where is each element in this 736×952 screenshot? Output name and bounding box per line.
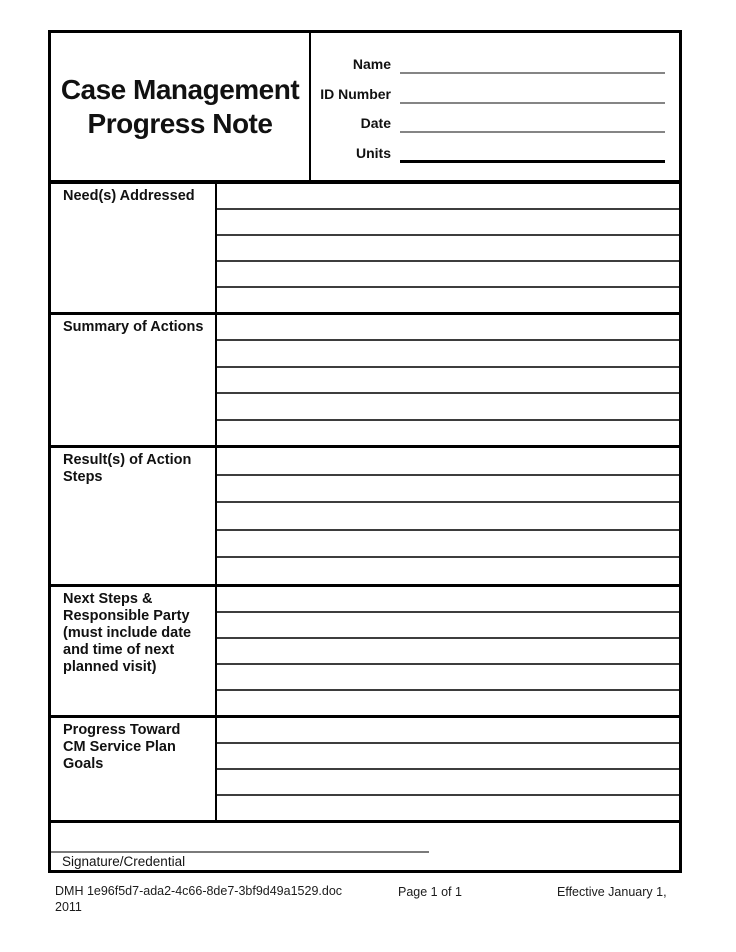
write-line[interactable]	[217, 288, 679, 312]
write-line[interactable]	[217, 368, 679, 394]
footer-page-info: Page 1 of 1	[398, 885, 462, 899]
write-line[interactable]	[217, 691, 679, 715]
form-section	[51, 448, 679, 587]
section-content	[217, 587, 679, 715]
section-label: Progress Toward CM Service Plan Goals	[51, 718, 217, 820]
write-line[interactable]	[217, 718, 679, 744]
section-content	[217, 315, 679, 445]
header-field-underline[interactable]	[400, 113, 665, 133]
footer-document-id	[55, 883, 342, 916]
section-content	[217, 448, 679, 584]
signature-row	[51, 823, 679, 870]
signature-credential-label: Signature/Credential	[62, 854, 186, 869]
write-line[interactable]	[217, 587, 679, 613]
write-line[interactable]	[217, 262, 679, 288]
footer-effective-date: Effective January 1,	[557, 885, 667, 899]
signature-line[interactable]	[51, 851, 429, 853]
section-label: Result(s) of Action Steps	[51, 448, 217, 584]
header-field-underline[interactable]	[400, 84, 665, 104]
form-section	[51, 587, 679, 718]
header-field-label: ID Number	[320, 85, 391, 102]
section-content	[217, 718, 679, 820]
write-line[interactable]	[217, 531, 679, 559]
form-section	[51, 184, 679, 315]
section-label: Summary of Actions	[51, 315, 217, 445]
header-field-row	[311, 52, 665, 74]
write-line[interactable]	[217, 448, 679, 476]
header-field-underline[interactable]	[400, 142, 665, 163]
write-line[interactable]	[217, 558, 679, 584]
form-section	[51, 315, 679, 448]
write-line[interactable]	[217, 503, 679, 531]
header-field-label: Units	[356, 144, 391, 161]
page-title-text: Case Management Progress Note	[60, 73, 300, 139]
write-line[interactable]	[217, 184, 679, 210]
write-line[interactable]	[217, 236, 679, 262]
write-line[interactable]	[217, 476, 679, 504]
write-line[interactable]	[217, 665, 679, 691]
section-label: Next Steps & Responsible Party (must include date and time of next planned visit)	[51, 587, 217, 715]
header-field-row	[311, 82, 665, 104]
header-fields	[311, 33, 679, 180]
header-field-row	[311, 141, 665, 163]
section-content	[217, 184, 679, 312]
sections	[51, 184, 679, 823]
write-line[interactable]	[217, 796, 679, 820]
page-title	[51, 33, 311, 180]
write-line[interactable]	[217, 421, 679, 445]
write-line[interactable]	[217, 210, 679, 236]
form-section	[51, 718, 679, 823]
header-field-underline[interactable]	[400, 54, 665, 74]
write-line[interactable]	[217, 394, 679, 420]
case-management-progress-note-form	[48, 30, 682, 873]
write-line[interactable]	[217, 315, 679, 341]
form-header	[51, 33, 679, 184]
header-field-row	[311, 111, 665, 133]
header-field-label: Name	[352, 56, 391, 73]
write-line[interactable]	[217, 341, 679, 367]
footer-document-id-line1: DMH 1e96f5d7-ada2-4c66-8de7-3bf9d49a1529.doc	[55, 884, 343, 898]
header-field-label: Date	[360, 115, 391, 132]
write-line[interactable]	[217, 770, 679, 796]
write-line[interactable]	[217, 639, 679, 665]
write-line[interactable]	[217, 744, 679, 770]
section-label: Need(s) Addressed	[51, 184, 217, 312]
footer-document-id-line2: 2011	[55, 900, 82, 915]
write-line[interactable]	[217, 613, 679, 639]
